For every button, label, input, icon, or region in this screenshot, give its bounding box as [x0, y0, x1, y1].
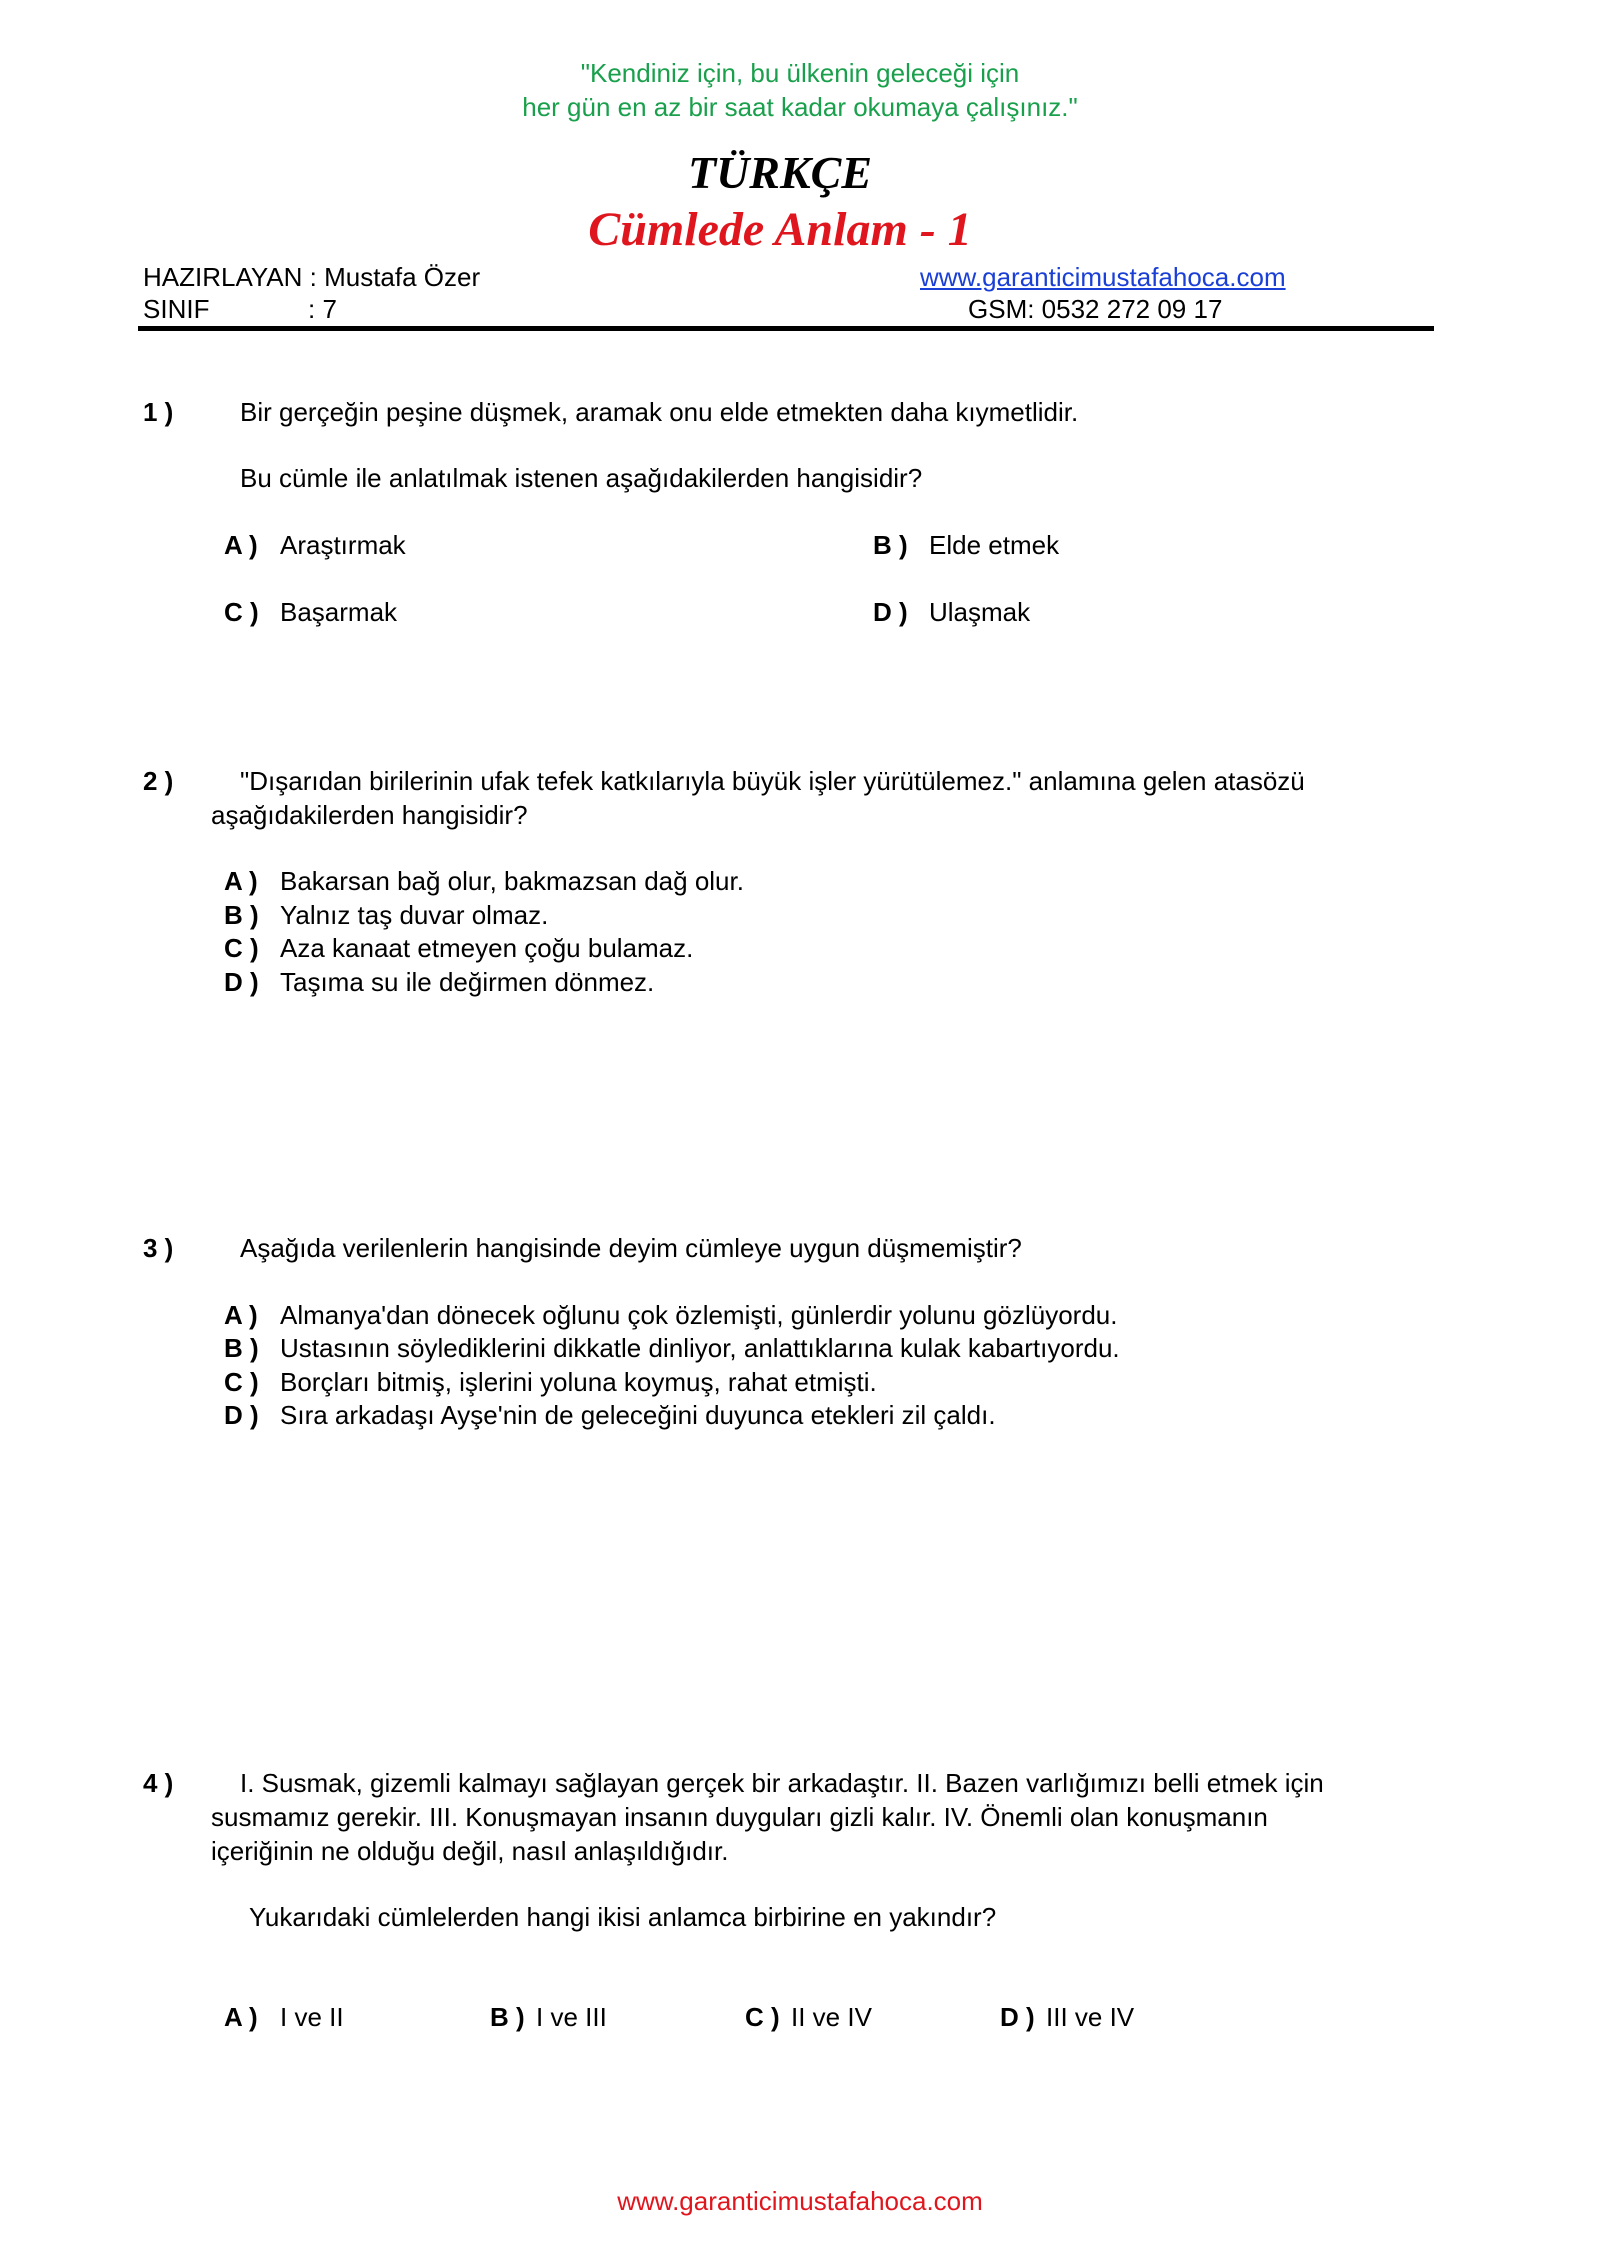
option-text: III ve IV [1046, 2002, 1135, 2032]
option-letter: A ) [224, 2002, 258, 2032]
question-text-line-2: susmamız gerekir. III. Konuşmayan insanın duyguları gizli kalır. IV. Önemli olan konuşmanın [211, 1802, 1268, 1832]
option-d[interactable] [873, 597, 1030, 628]
option-c[interactable] [224, 597, 397, 628]
motto-line-2: her gün en az bir saat kadar okumaya çalışınız." [522, 92, 1078, 122]
option-text: Ustasının söylediklerini dikkatle dinliyor, anlattıklarına kulak kabartıyordu. [280, 1333, 1120, 1363]
class-value: : 7 [308, 294, 337, 324]
page-subtitle: Cümlede Anlam - 1 [588, 203, 972, 256]
question-number: 1 ) [143, 397, 174, 427]
class-label: SINIF [143, 294, 210, 324]
option-letter: B ) [224, 1333, 259, 1363]
option-c[interactable] [224, 933, 693, 964]
question-text-line-2: aşağıdakilerden hangisidir? [211, 800, 528, 830]
option-a[interactable] [224, 1300, 1117, 1331]
option-text: II ve IV [791, 2002, 872, 2032]
option-text: Elde etmek [929, 530, 1060, 560]
option-letter: C ) [745, 2002, 780, 2032]
option-d[interactable] [224, 967, 654, 998]
question-text-line-1: "Dışarıdan birilerinin ufak tefek katkılarıyla büyük işler yürütülemez." anlamına gelen atasözü [240, 766, 1305, 796]
option-text: Sıra arkadaşı Ayşe'nin de geleceğini duyunca etekleri zil çaldı. [280, 1400, 996, 1430]
option-letter: A ) [224, 530, 258, 560]
question-text-line-1: I. Susmak, gizemli kalmayı sağlayan gerçek bir arkadaştır. II. Bazen varlığımızı belli etmek için [240, 1768, 1324, 1798]
option-letter: D ) [1000, 2002, 1035, 2032]
option-text: Borçları bitmiş, işlerini yoluna koymuş, rahat etmişti. [280, 1367, 877, 1397]
option-letter: C ) [224, 933, 259, 963]
option-c[interactable] [745, 2002, 872, 2033]
option-c[interactable] [224, 1367, 877, 1398]
option-a[interactable] [224, 530, 406, 561]
option-text: I ve II [280, 2002, 344, 2032]
question-prompt: Yukarıdaki cümlelerden hangi ikisi anlamca birbirine en yakındır? [249, 1902, 997, 1932]
option-d[interactable] [224, 1400, 996, 1431]
option-letter: C ) [224, 597, 259, 627]
option-letter: C ) [224, 1367, 259, 1397]
option-a[interactable] [224, 866, 744, 897]
option-text: Başarmak [280, 597, 398, 627]
option-text: Ulaşmak [929, 597, 1031, 627]
question-number: 2 ) [143, 766, 174, 796]
option-text: Aza kanaat etmeyen çoğu bulamaz. [280, 933, 694, 963]
option-text: Taşıma su ile değirmen dönmez. [280, 967, 655, 997]
option-text: Yalnız taş duvar olmaz. [280, 900, 549, 930]
option-letter: A ) [224, 1300, 258, 1330]
option-text: Araştırmak [280, 530, 406, 560]
question-number: 4 ) [143, 1768, 174, 1798]
question-prompt: Bu cümle ile anlatılmak istenen aşağıdakilerden hangisidir? [240, 463, 923, 493]
question-text-line-3: içeriğinin ne olduğu değil, nasıl anlaşıldığıdır. [211, 1836, 729, 1866]
option-letter: D ) [224, 967, 259, 997]
option-b[interactable] [224, 900, 548, 931]
option-letter: D ) [873, 597, 908, 627]
author-label: HAZIRLAYAN : Mustafa Özer [143, 262, 481, 292]
page-title: TÜRKÇE [687, 147, 873, 198]
option-d[interactable] [1000, 2002, 1134, 2033]
website-link[interactable]: www.garanticimustafahoca.com [920, 262, 1286, 292]
option-letter: B ) [224, 900, 259, 930]
gsm-number: GSM: 0532 272 09 17 [968, 294, 1223, 324]
option-b[interactable] [873, 530, 1059, 561]
option-letter: A ) [224, 866, 258, 896]
option-letter: B ) [873, 530, 908, 560]
question-text: Aşağıda verilenlerin hangisinde deyim cümleye uygun düşmemiştir? [240, 1233, 1022, 1263]
option-a[interactable] [224, 2002, 344, 2033]
option-b[interactable] [490, 2002, 607, 2033]
option-b[interactable] [224, 1333, 1120, 1364]
option-letter: D ) [224, 1400, 259, 1430]
header-divider [138, 326, 1434, 331]
question-text: Bir gerçeğin peşine düşmek, aramak onu elde etmekten daha kıymetlidir. [240, 397, 1079, 427]
footer-website[interactable]: www.garanticimustafahoca.com [617, 2186, 983, 2216]
question-number: 3 ) [143, 1233, 174, 1263]
option-text: Almanya'dan dönecek oğlunu çok özlemişti, günlerdir yolunu gözlüyordu. [280, 1300, 1118, 1330]
motto-line-1: "Kendiniz için, bu ülkenin geleceği için [580, 58, 1020, 88]
option-text: I ve III [536, 2002, 607, 2032]
option-letter: B ) [490, 2002, 525, 2032]
option-text: Bakarsan bağ olur, bakmazsan dağ olur. [280, 866, 744, 896]
